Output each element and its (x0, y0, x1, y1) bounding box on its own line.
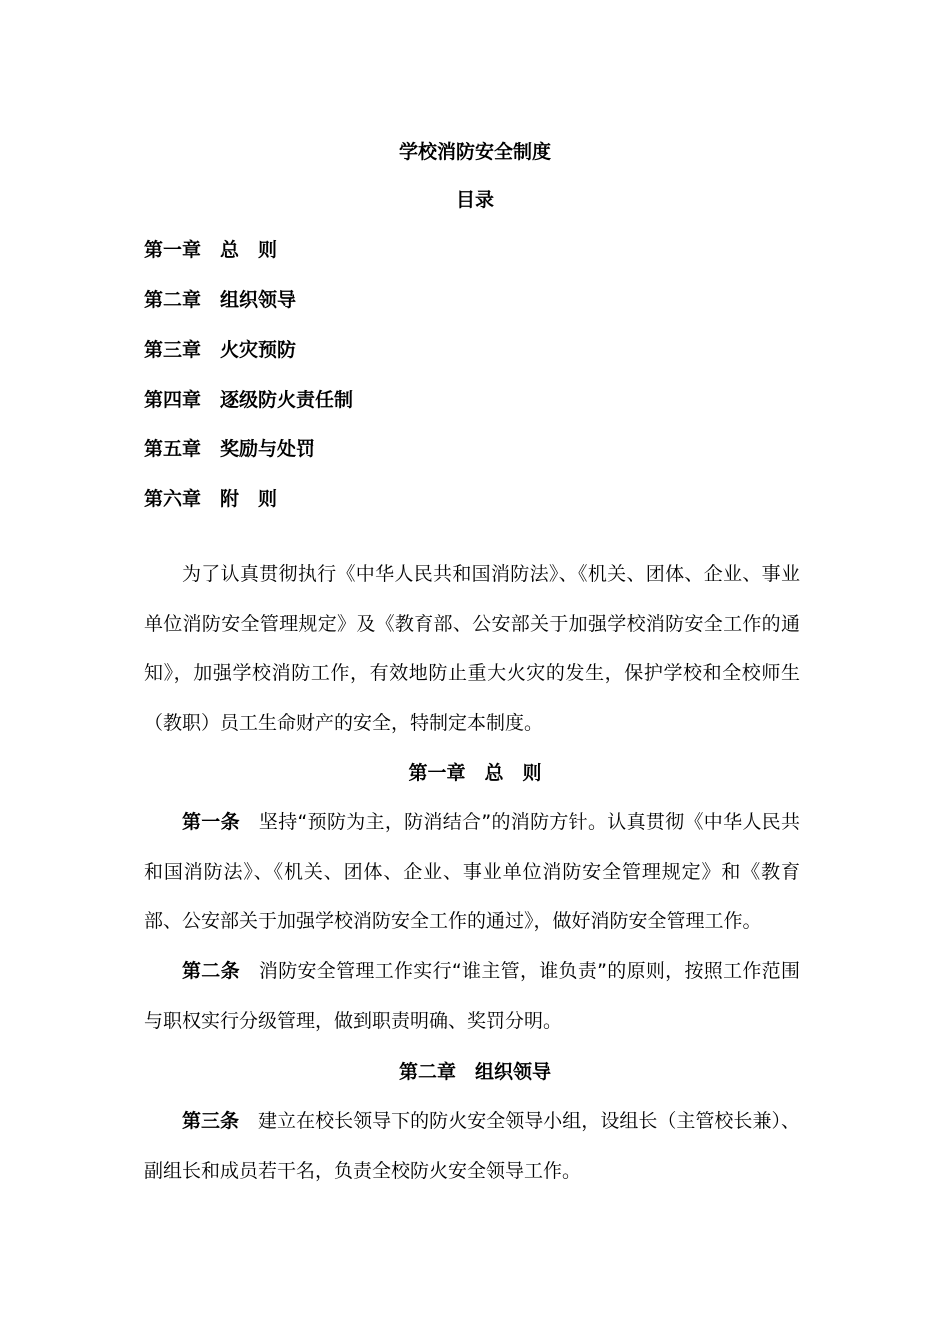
document-title: 学校消防安全制度 (398, 141, 551, 163)
chapter-name: 组织领导 (475, 1061, 552, 1083)
article-label: 第一条 (182, 811, 240, 833)
article-label: 第三条 (182, 1110, 240, 1132)
article-text: 消防安全管理工作实行“谁主管，谁负责”的原则，按照工作范围与职权实行分级管理，做到职责明确、奖罚分明。 (144, 960, 800, 1032)
chapter-heading (0, 1060, 950, 1084)
toc-chapter-number: 第一章 (144, 239, 202, 261)
toc-item (144, 338, 296, 362)
toc-chapter-name: 附 则 (220, 488, 278, 510)
toc-chapter-name: 逐级防火责任制 (220, 389, 354, 411)
article-paragraph (144, 798, 800, 947)
toc-item (144, 437, 315, 461)
toc-item (144, 388, 353, 412)
toc-chapter-number: 第四章 (144, 389, 202, 411)
toc-item (144, 487, 277, 511)
article-text: 坚持“预防为主，防消结合”的消防方针。认真贯彻《中华人民共和国消防法》、《机关、团体、企业、事业单位消防安全管理规定》和《教育部、公安部关于加强学校消防安全工作的通过》，做好消防安全管理工作。 (144, 811, 800, 933)
toc-chapter-number: 第五章 (144, 438, 202, 460)
toc-item (144, 288, 296, 312)
chapter-number: 第一章 (408, 762, 466, 784)
chapter-heading (0, 761, 950, 785)
toc-chapter-name: 火灾预防 (220, 339, 297, 361)
article-label: 第二条 (182, 960, 240, 982)
toc-chapter-number: 第六章 (144, 488, 202, 510)
toc-heading: 目录 (455, 189, 494, 211)
toc-chapter-number: 第二章 (144, 289, 202, 311)
chapter-name: 总 则 (484, 762, 542, 784)
article-text: 建立在校长领导下的防火安全领导小组，设组长（主管校长兼）、副组长和成员若干名，负责全校防火安全领导工作。 (144, 1110, 800, 1182)
preamble-paragraph: 为了认真贯彻执行《中华人民共和国消防法》、《机关、团体、企业、事业单位消防安全管理规定》及《教育部、公安部关于加强学校消防安全工作的通知》，加强学校消防工作，有效地防止重大火灾的发生，保护学校和全校师生（教职）员工生命财产的安全，特制定本制度。 (144, 563, 800, 734)
toc-item (144, 238, 277, 262)
article-paragraph (144, 1097, 800, 1196)
article-paragraph (144, 947, 800, 1046)
toc-chapter-name: 总 则 (220, 239, 278, 261)
toc-chapter-name: 奖励与处罚 (220, 438, 316, 460)
toc-chapter-number: 第三章 (144, 339, 202, 361)
chapter-number: 第二章 (398, 1061, 456, 1083)
toc-chapter-name: 组织领导 (220, 289, 297, 311)
